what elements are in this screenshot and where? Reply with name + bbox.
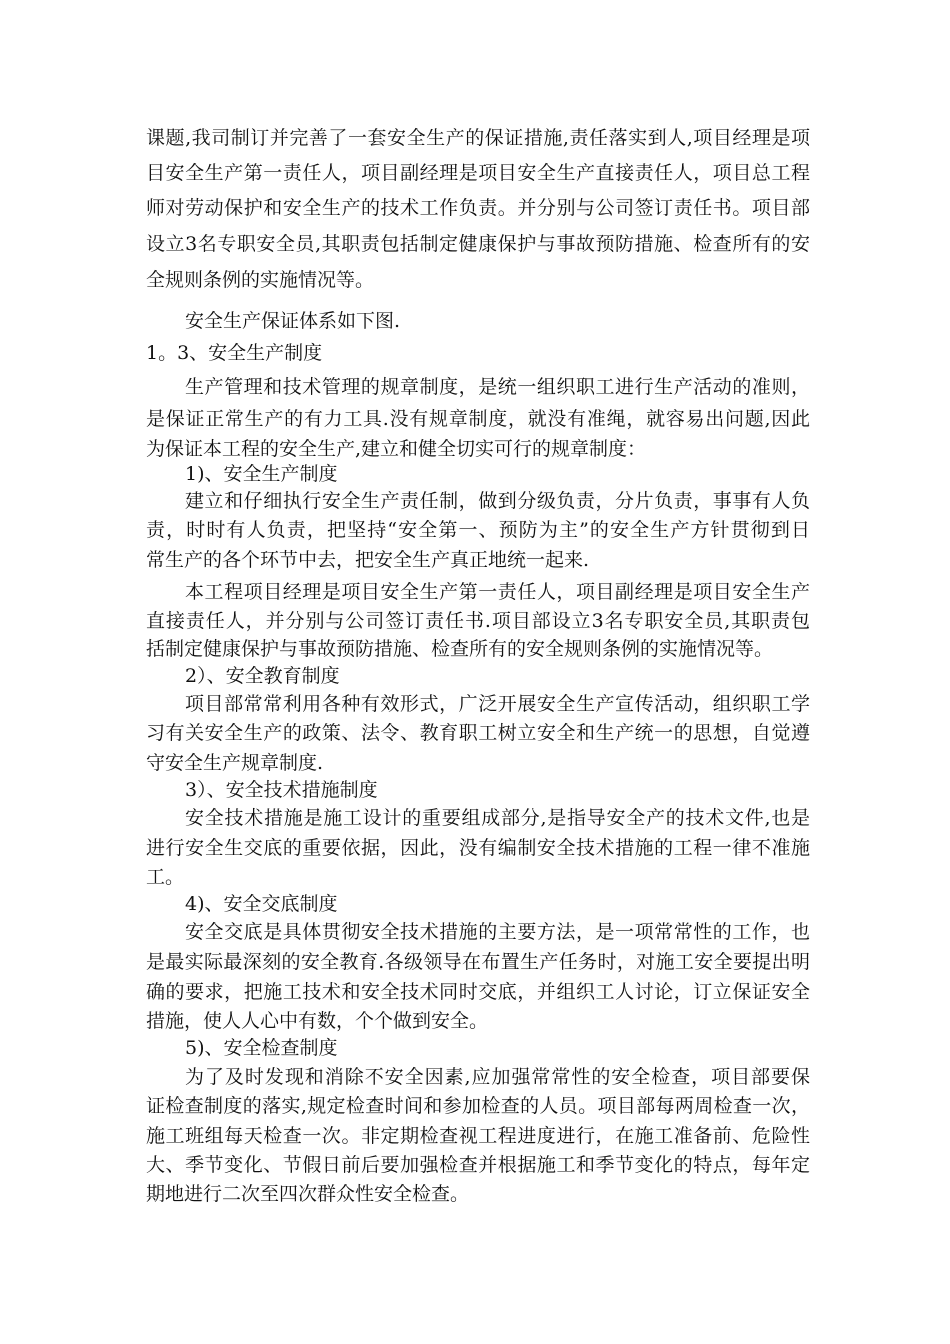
body-line: 证检查制度的落实,规定检查时间和参加检查的人员。项目部每两周检查一次， bbox=[146, 1095, 810, 1117]
body-line: 大、季节变化、节假日前后要加强检查并根据施工和季节变化的特点，每年定 bbox=[146, 1154, 810, 1176]
subsection-heading: 2）、安全教育制度 bbox=[185, 665, 340, 687]
body-line: 直接责任人，并分别与公司签订责任书.项目部设立3名专职安全员,其职责包 bbox=[146, 610, 810, 632]
body-line: 为保证本工程的安全生产,建立和健全切实可行的规章制度： bbox=[146, 438, 647, 460]
body-line: 习有关安全生产的政策、法令、教育职工树立安全和生产统一的思想，自觉遵 bbox=[146, 722, 810, 744]
subsection-heading: 3）、安全技术措施制度 bbox=[185, 779, 378, 801]
body-line: 期地进行二次至四次群众性安全检查。 bbox=[146, 1183, 470, 1205]
body-line: 措施，使人人心中有数，个个做到安全。 bbox=[146, 1010, 489, 1032]
body-line: 师对劳动保护和安全生产的技术工作负责。并分别与公司签订责任书。项目部 bbox=[146, 197, 810, 219]
body-line: 本工程项目经理是项目安全生产第一责任人，项目副经理是项目安全生产 bbox=[185, 581, 810, 603]
section-heading: 1。3、安全生产制度 bbox=[146, 342, 323, 364]
body-line: 括制定健康保护与事故预防措施、检查所有的安全规则条例的实施情况等。 bbox=[146, 638, 774, 660]
body-line: 设立3名专职安全员,其职责包括制定健康保护与事故预防措施、检查所有的安 bbox=[146, 233, 810, 255]
body-line: 确的要求，把施工技术和安全技术同时交底，并组织工人讨论，订立保证安全 bbox=[146, 981, 810, 1003]
body-line: 安全交底是具体贯彻安全技术措施的主要方法，是一项常常性的工作，也 bbox=[185, 921, 810, 943]
body-line: 建立和仔细执行安全生产责任制，做到分级负责，分片负责，事事有人负 bbox=[185, 490, 810, 512]
body-line: 工。 bbox=[146, 866, 185, 888]
body-line: 安全生产保证体系如下图. bbox=[185, 310, 401, 332]
body-line: 进行安全生交底的重要依据，因此，没有编制安全技术措施的工程一律不准施 bbox=[146, 837, 810, 859]
body-line: 为了及时发现和消除不安全因素,应加强常常性的安全检查，项目部要保 bbox=[185, 1066, 810, 1088]
body-line: 是最实际最深刻的安全教育.各级领导在布置生产任务时，对施工安全要提出明 bbox=[146, 951, 810, 973]
body-line: 是保证正常生产的有力工具.没有规章制度，就没有准绳，就容易出问题,因此 bbox=[146, 408, 810, 430]
body-line: 生产管理和技术管理的规章制度，是统一组织职工进行生产活动的准则， bbox=[185, 376, 810, 398]
subsection-heading: 5)、安全检查制度 bbox=[185, 1037, 338, 1059]
body-line: 施工班组每天检查一次。非定期检查视工程进度进行，在施工准备前、危险性 bbox=[146, 1125, 810, 1147]
body-line: 责，时时有人负责，把坚持“安全第一、预防为主”的安全生产方针贯彻到日 bbox=[146, 519, 810, 541]
subsection-heading: 4)、安全交底制度 bbox=[185, 893, 338, 915]
body-line: 目安全生产第一责任人，项目副经理是项目安全生产直接责任人，项目总工程 bbox=[146, 162, 810, 184]
body-line: 守安全生产规章制度. bbox=[146, 752, 324, 774]
body-line: 全规则条例的实施情况等。 bbox=[146, 269, 375, 291]
body-line: 安全技术措施是施工设计的重要组成部分,是指导安全产的技术文件,也是 bbox=[185, 807, 810, 829]
body-line: 项目部常常利用各种有效形式，广泛开展安全生产宣传活动，组织职工学 bbox=[185, 693, 810, 715]
subsection-heading: 1)、安全生产制度 bbox=[185, 463, 338, 485]
body-line: 课题,我司制订并完善了一套安全生产的保证措施,责任落实到人,项目经理是项 bbox=[146, 127, 810, 149]
body-line: 常生产的各个环节中去，把安全生产真正地统一起来. bbox=[146, 549, 590, 571]
